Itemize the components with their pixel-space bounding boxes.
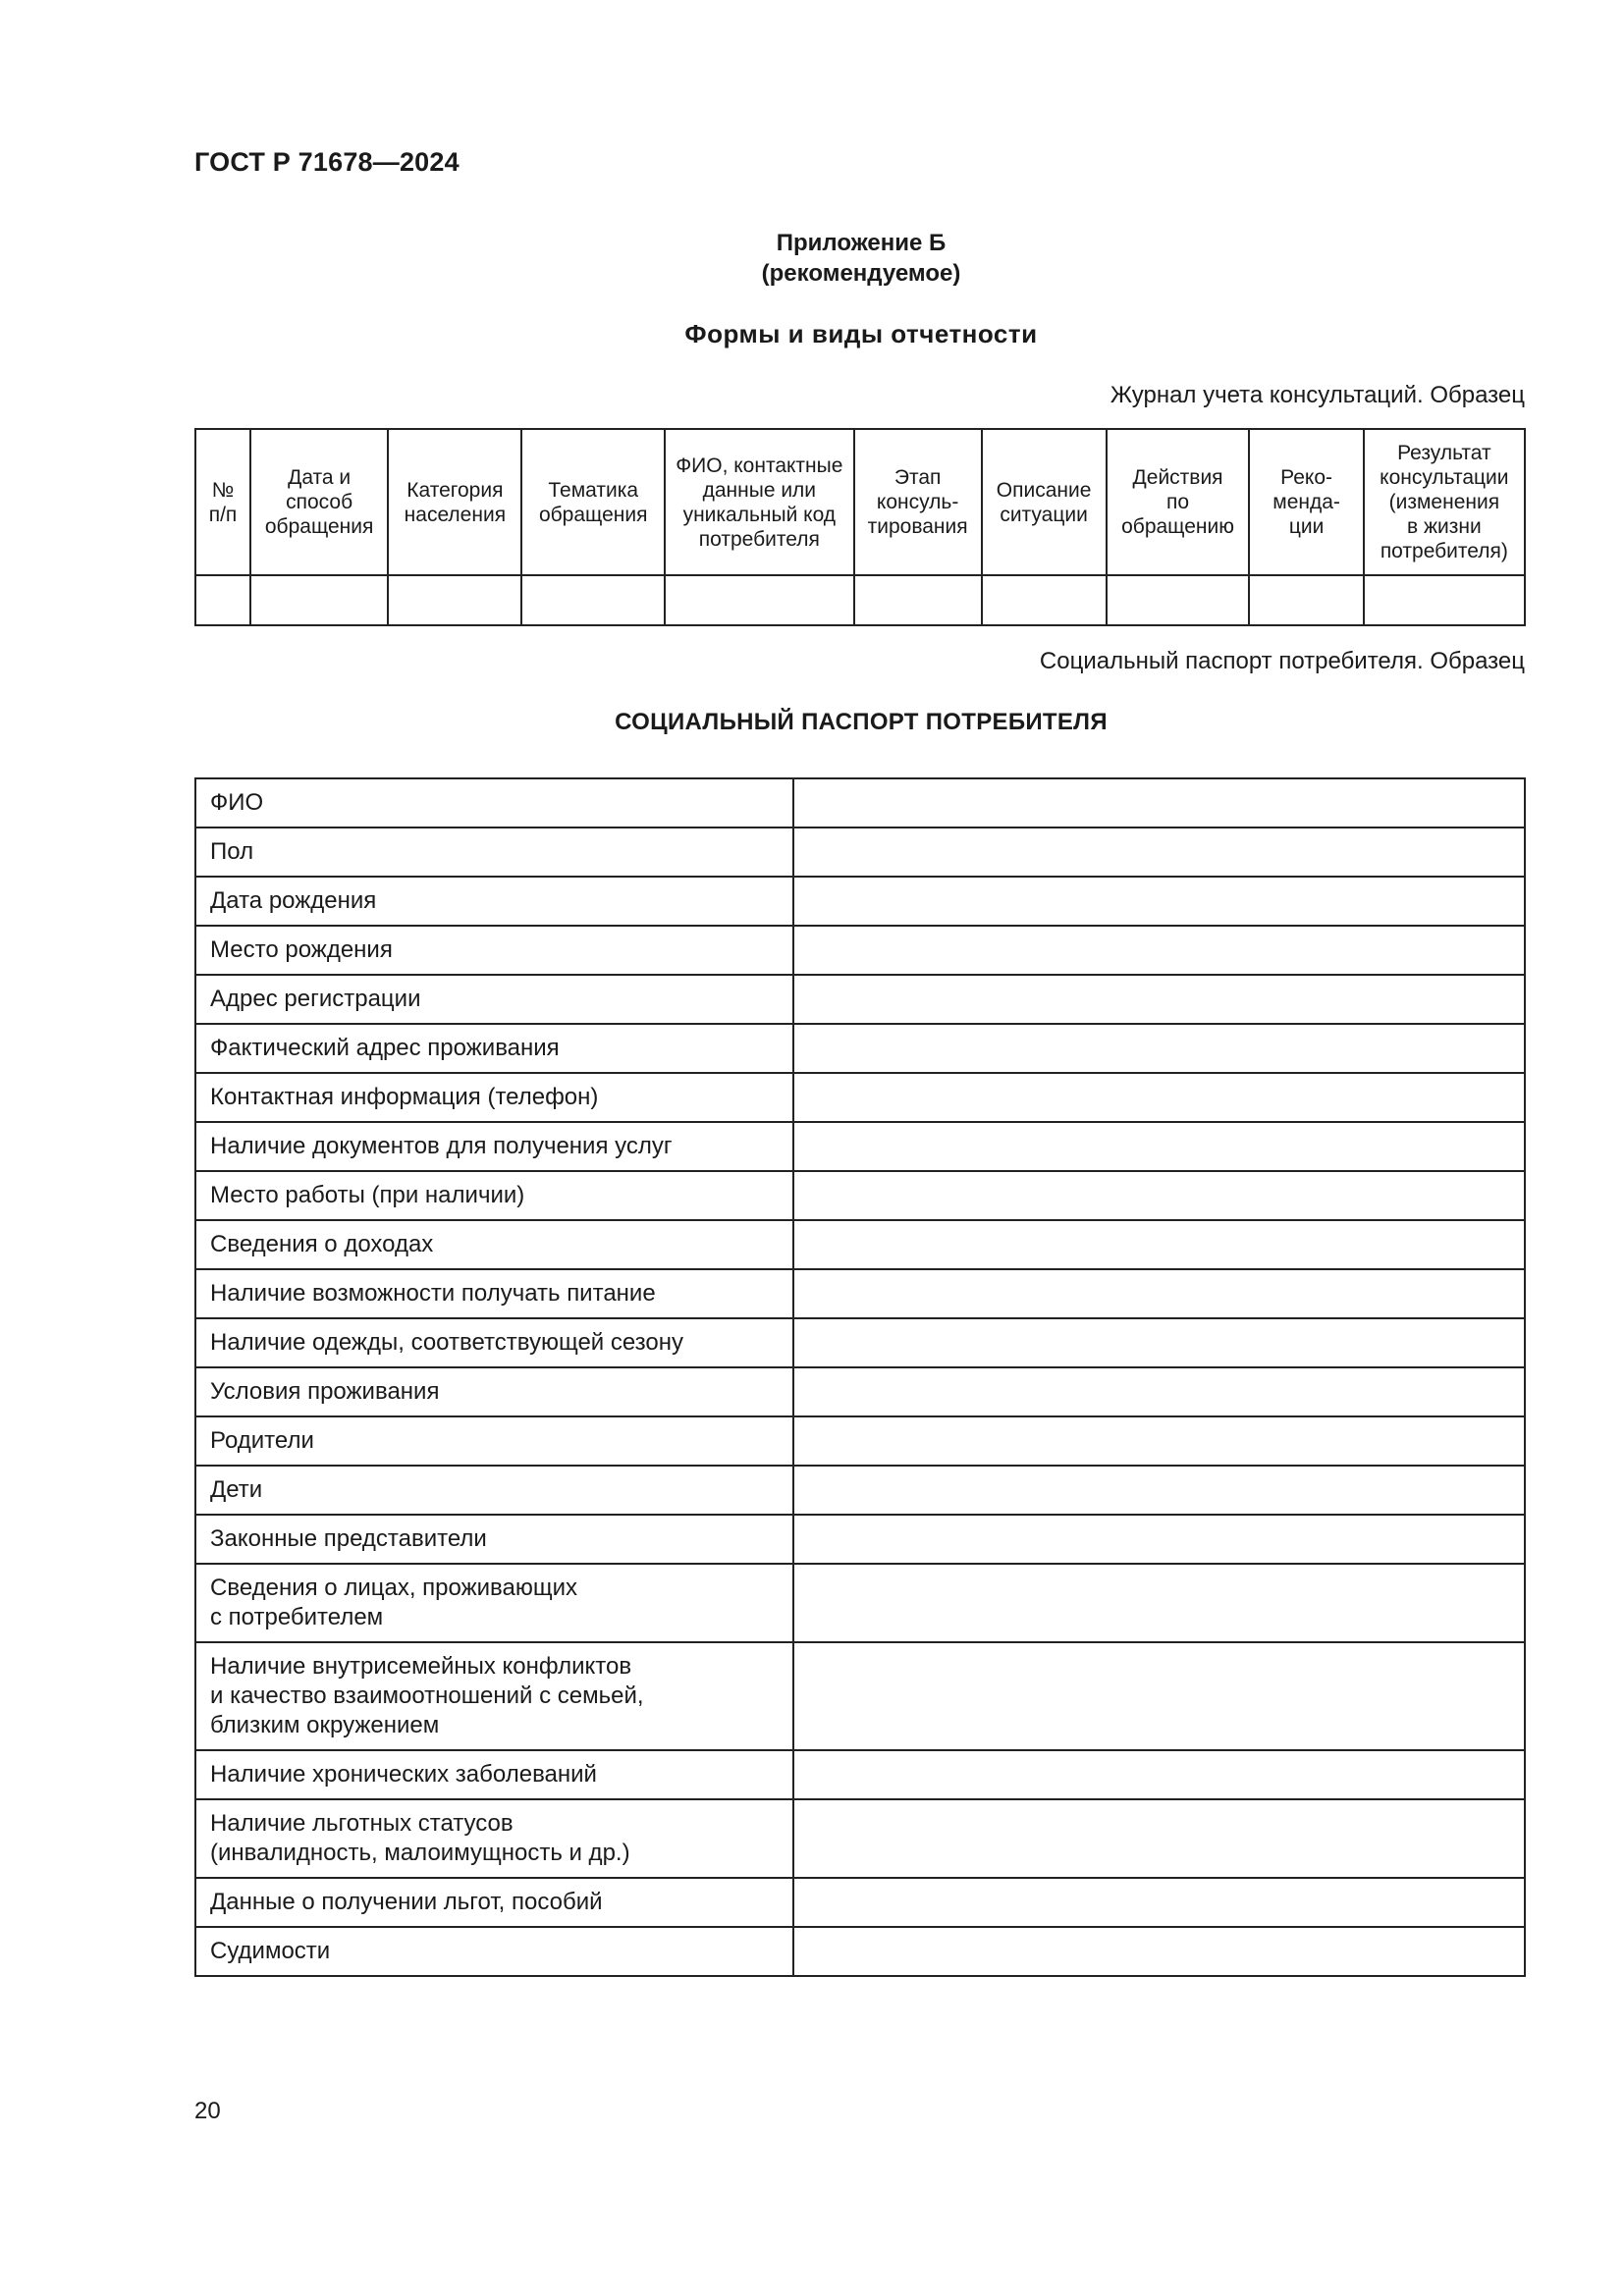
header-line: № <box>211 478 235 502</box>
header-line: обращения <box>538 503 648 526</box>
passport-row <box>195 1878 1525 1927</box>
label-line: Данные о получении льгот, пособий <box>210 1889 603 1915</box>
header-line: обращения <box>264 515 374 538</box>
label-line: с потребителем <box>210 1604 384 1630</box>
header-line: Этап <box>893 466 942 489</box>
passport-field-label <box>195 975 793 1024</box>
header-line: тирования <box>867 515 968 538</box>
label-line: Сведения о доходах <box>210 1231 434 1257</box>
journal-empty-cell[interactable] <box>521 575 664 625</box>
journal-column-header <box>388 429 521 575</box>
passport-row <box>195 1466 1525 1515</box>
journal-column-header <box>1249 429 1363 575</box>
header-line: Результат <box>1397 442 1491 464</box>
passport-title: СОЦИАЛЬНЫЙ ПАСПОРТ ПОТРЕБИТЕЛЯ <box>615 709 1108 735</box>
passport-field-value[interactable] <box>793 1799 1525 1878</box>
header-line: п/п <box>208 503 238 526</box>
label-line: Дата рождения <box>210 887 377 914</box>
passport-row <box>195 1515 1525 1564</box>
journal-column-header <box>195 429 250 575</box>
label-line: Судимости <box>210 1938 331 1964</box>
passport-field-value[interactable] <box>793 1466 1525 1515</box>
label-line: Наличие одежды, соответствующей сезону <box>210 1329 684 1356</box>
passport-row <box>195 1642 1525 1750</box>
passport-field-value[interactable] <box>793 1367 1525 1416</box>
passport-row <box>195 1122 1525 1171</box>
journal-empty-cell[interactable] <box>854 575 982 625</box>
passport-field-label <box>195 1515 793 1564</box>
journal-empty-cell[interactable] <box>665 575 854 625</box>
passport-row <box>195 926 1525 975</box>
header-line: ситуации <box>1000 503 1088 526</box>
passport-row <box>195 778 1525 828</box>
passport-field-value[interactable] <box>793 1171 1525 1220</box>
passport-row <box>195 1024 1525 1073</box>
header-line: данные или <box>702 478 817 502</box>
passport-field-label <box>195 1269 793 1318</box>
label-line: Фактический адрес проживания <box>210 1035 560 1061</box>
label-line: ФИО <box>210 789 264 816</box>
header-line: населения <box>404 503 507 526</box>
annex-heading <box>0 228 1624 289</box>
passport-row <box>195 1416 1525 1466</box>
header-line: потребителя) <box>1380 540 1508 562</box>
label-line: Дети <box>210 1476 263 1503</box>
passport-field-label <box>195 877 793 926</box>
passport-row <box>195 1799 1525 1878</box>
passport-field-label <box>195 828 793 877</box>
annex-label: Приложение Б <box>776 230 947 256</box>
passport-field-value[interactable] <box>793 1927 1525 1976</box>
passport-field-value[interactable] <box>793 1220 1525 1269</box>
passport-field-label <box>195 926 793 975</box>
passport-field-label <box>195 778 793 828</box>
journal-column-header <box>854 429 982 575</box>
label-line: Место работы (при наличии) <box>210 1182 525 1208</box>
header-line: Действия <box>1132 466 1223 489</box>
header-line: ФИО, контактные <box>676 454 843 477</box>
passport-field-label <box>195 1073 793 1122</box>
label-line: Наличие хронических заболеваний <box>210 1761 597 1788</box>
passport-row <box>195 828 1525 877</box>
header-line: консуль- <box>876 491 959 513</box>
passport-row <box>195 877 1525 926</box>
journal-empty-cell[interactable] <box>982 575 1107 625</box>
header-line: в жизни <box>1406 515 1482 538</box>
label-line: Наличие возможности получать питание <box>210 1280 656 1307</box>
label-line: и качество взаимоотношений с семьей, <box>210 1682 644 1709</box>
header-line: способ <box>286 491 353 513</box>
header-line: обращению <box>1121 515 1234 538</box>
header-line: менда- <box>1272 491 1340 513</box>
annex-title: Формы и виды отчетности <box>684 319 1038 348</box>
header-line: Описание <box>996 478 1092 502</box>
journal-header-row <box>195 429 1525 575</box>
passport-row <box>195 1564 1525 1642</box>
label-line: близким окружением <box>210 1712 440 1738</box>
passport-field-label <box>195 1927 793 1976</box>
passport-row <box>195 1171 1525 1220</box>
passport-field-label <box>195 1642 793 1750</box>
passport-row <box>195 1269 1525 1318</box>
label-line: Адрес регистрации <box>210 986 421 1012</box>
journal-column-header <box>1107 429 1250 575</box>
journal-empty-cell[interactable] <box>1107 575 1250 625</box>
header-line: Дата и <box>288 466 352 489</box>
passport-field-label <box>195 1416 793 1466</box>
passport-field-value[interactable] <box>793 1515 1525 1564</box>
journal-empty-cell[interactable] <box>250 575 388 625</box>
passport-row <box>195 1927 1525 1976</box>
passport-field-value[interactable] <box>793 1878 1525 1927</box>
passport-field-label <box>195 1171 793 1220</box>
passport-row <box>195 975 1525 1024</box>
label-line: Наличие льготных статусов <box>210 1810 514 1837</box>
label-line: Сведения о лицах, проживающих <box>210 1575 578 1601</box>
passport-row <box>195 1073 1525 1122</box>
passport-row <box>195 1750 1525 1799</box>
passport-field-value[interactable] <box>793 1024 1525 1073</box>
consultation-journal-table <box>194 428 1526 626</box>
label-line: Место рождения <box>210 936 393 963</box>
header-line: по <box>1166 491 1190 513</box>
journal-empty-cell[interactable] <box>195 575 250 625</box>
label-line: Условия проживания <box>210 1378 440 1405</box>
passport-field-label <box>195 1564 793 1642</box>
header-line: потребителя <box>698 527 820 551</box>
journal-column-header <box>982 429 1107 575</box>
journal-empty-cell[interactable] <box>1364 575 1525 625</box>
passport-field-label <box>195 1799 793 1878</box>
passport-field-label <box>195 1318 793 1367</box>
document-code: ГОСТ Р 71678—2024 <box>194 147 460 177</box>
passport-field-value[interactable] <box>793 975 1525 1024</box>
passport-field-value[interactable] <box>793 828 1525 877</box>
header-line: ции <box>1288 515 1325 538</box>
passport-row <box>195 1220 1525 1269</box>
passport-field-label <box>195 1750 793 1799</box>
journal-empty-row <box>195 575 1525 625</box>
passport-field-value[interactable] <box>793 1318 1525 1367</box>
annex-status: (рекомендуемое) <box>761 260 961 287</box>
journal-column-header <box>665 429 854 575</box>
passport-field-value[interactable] <box>793 1750 1525 1799</box>
journal-column-header <box>1364 429 1525 575</box>
passport-field-label <box>195 1878 793 1927</box>
label-line: Наличие внутрисемейных конфликтов <box>210 1653 632 1680</box>
passport-field-label <box>195 1220 793 1269</box>
passport-field-label <box>195 1122 793 1171</box>
passport-row <box>195 1367 1525 1416</box>
label-line: Контактная информация (телефон) <box>210 1084 599 1110</box>
journal-column-header <box>521 429 664 575</box>
journal-column-header <box>250 429 388 575</box>
journal-caption: Журнал учета консультаций. Образец <box>1110 382 1525 408</box>
passport-field-label <box>195 1024 793 1073</box>
passport-field-value[interactable] <box>793 926 1525 975</box>
label-line: Родители <box>210 1427 314 1454</box>
label-line: Законные представители <box>210 1525 487 1552</box>
passport-field-value[interactable] <box>793 778 1525 828</box>
header-line: Реко- <box>1280 466 1333 489</box>
journal-empty-cell[interactable] <box>1249 575 1363 625</box>
label-line: Пол <box>210 838 254 865</box>
passport-field-value[interactable] <box>793 1122 1525 1171</box>
label-line: (инвалидность, малоимущность и др.) <box>210 1840 630 1866</box>
passport-field-value[interactable] <box>793 877 1525 926</box>
passport-field-label <box>195 1367 793 1416</box>
passport-field-value[interactable] <box>793 1073 1525 1122</box>
header-line: Тематика <box>548 478 639 502</box>
passport-field-value[interactable] <box>793 1642 1525 1750</box>
passport-field-value[interactable] <box>793 1416 1525 1466</box>
passport-field-label <box>195 1466 793 1515</box>
passport-row <box>195 1318 1525 1367</box>
header-line: (изменения <box>1388 491 1500 513</box>
page-number: 20 <box>194 2098 221 2124</box>
passport-field-value[interactable] <box>793 1564 1525 1642</box>
label-line: Наличие документов для получения услуг <box>210 1133 673 1159</box>
header-line: консультации <box>1380 466 1509 489</box>
header-line: Категория <box>406 478 504 502</box>
header-line: уникальный код <box>682 503 837 526</box>
passport-caption: Социальный паспорт потребителя. Образец <box>1039 648 1525 674</box>
journal-empty-cell[interactable] <box>388 575 521 625</box>
social-passport-table <box>194 777 1526 1977</box>
passport-field-value[interactable] <box>793 1269 1525 1318</box>
